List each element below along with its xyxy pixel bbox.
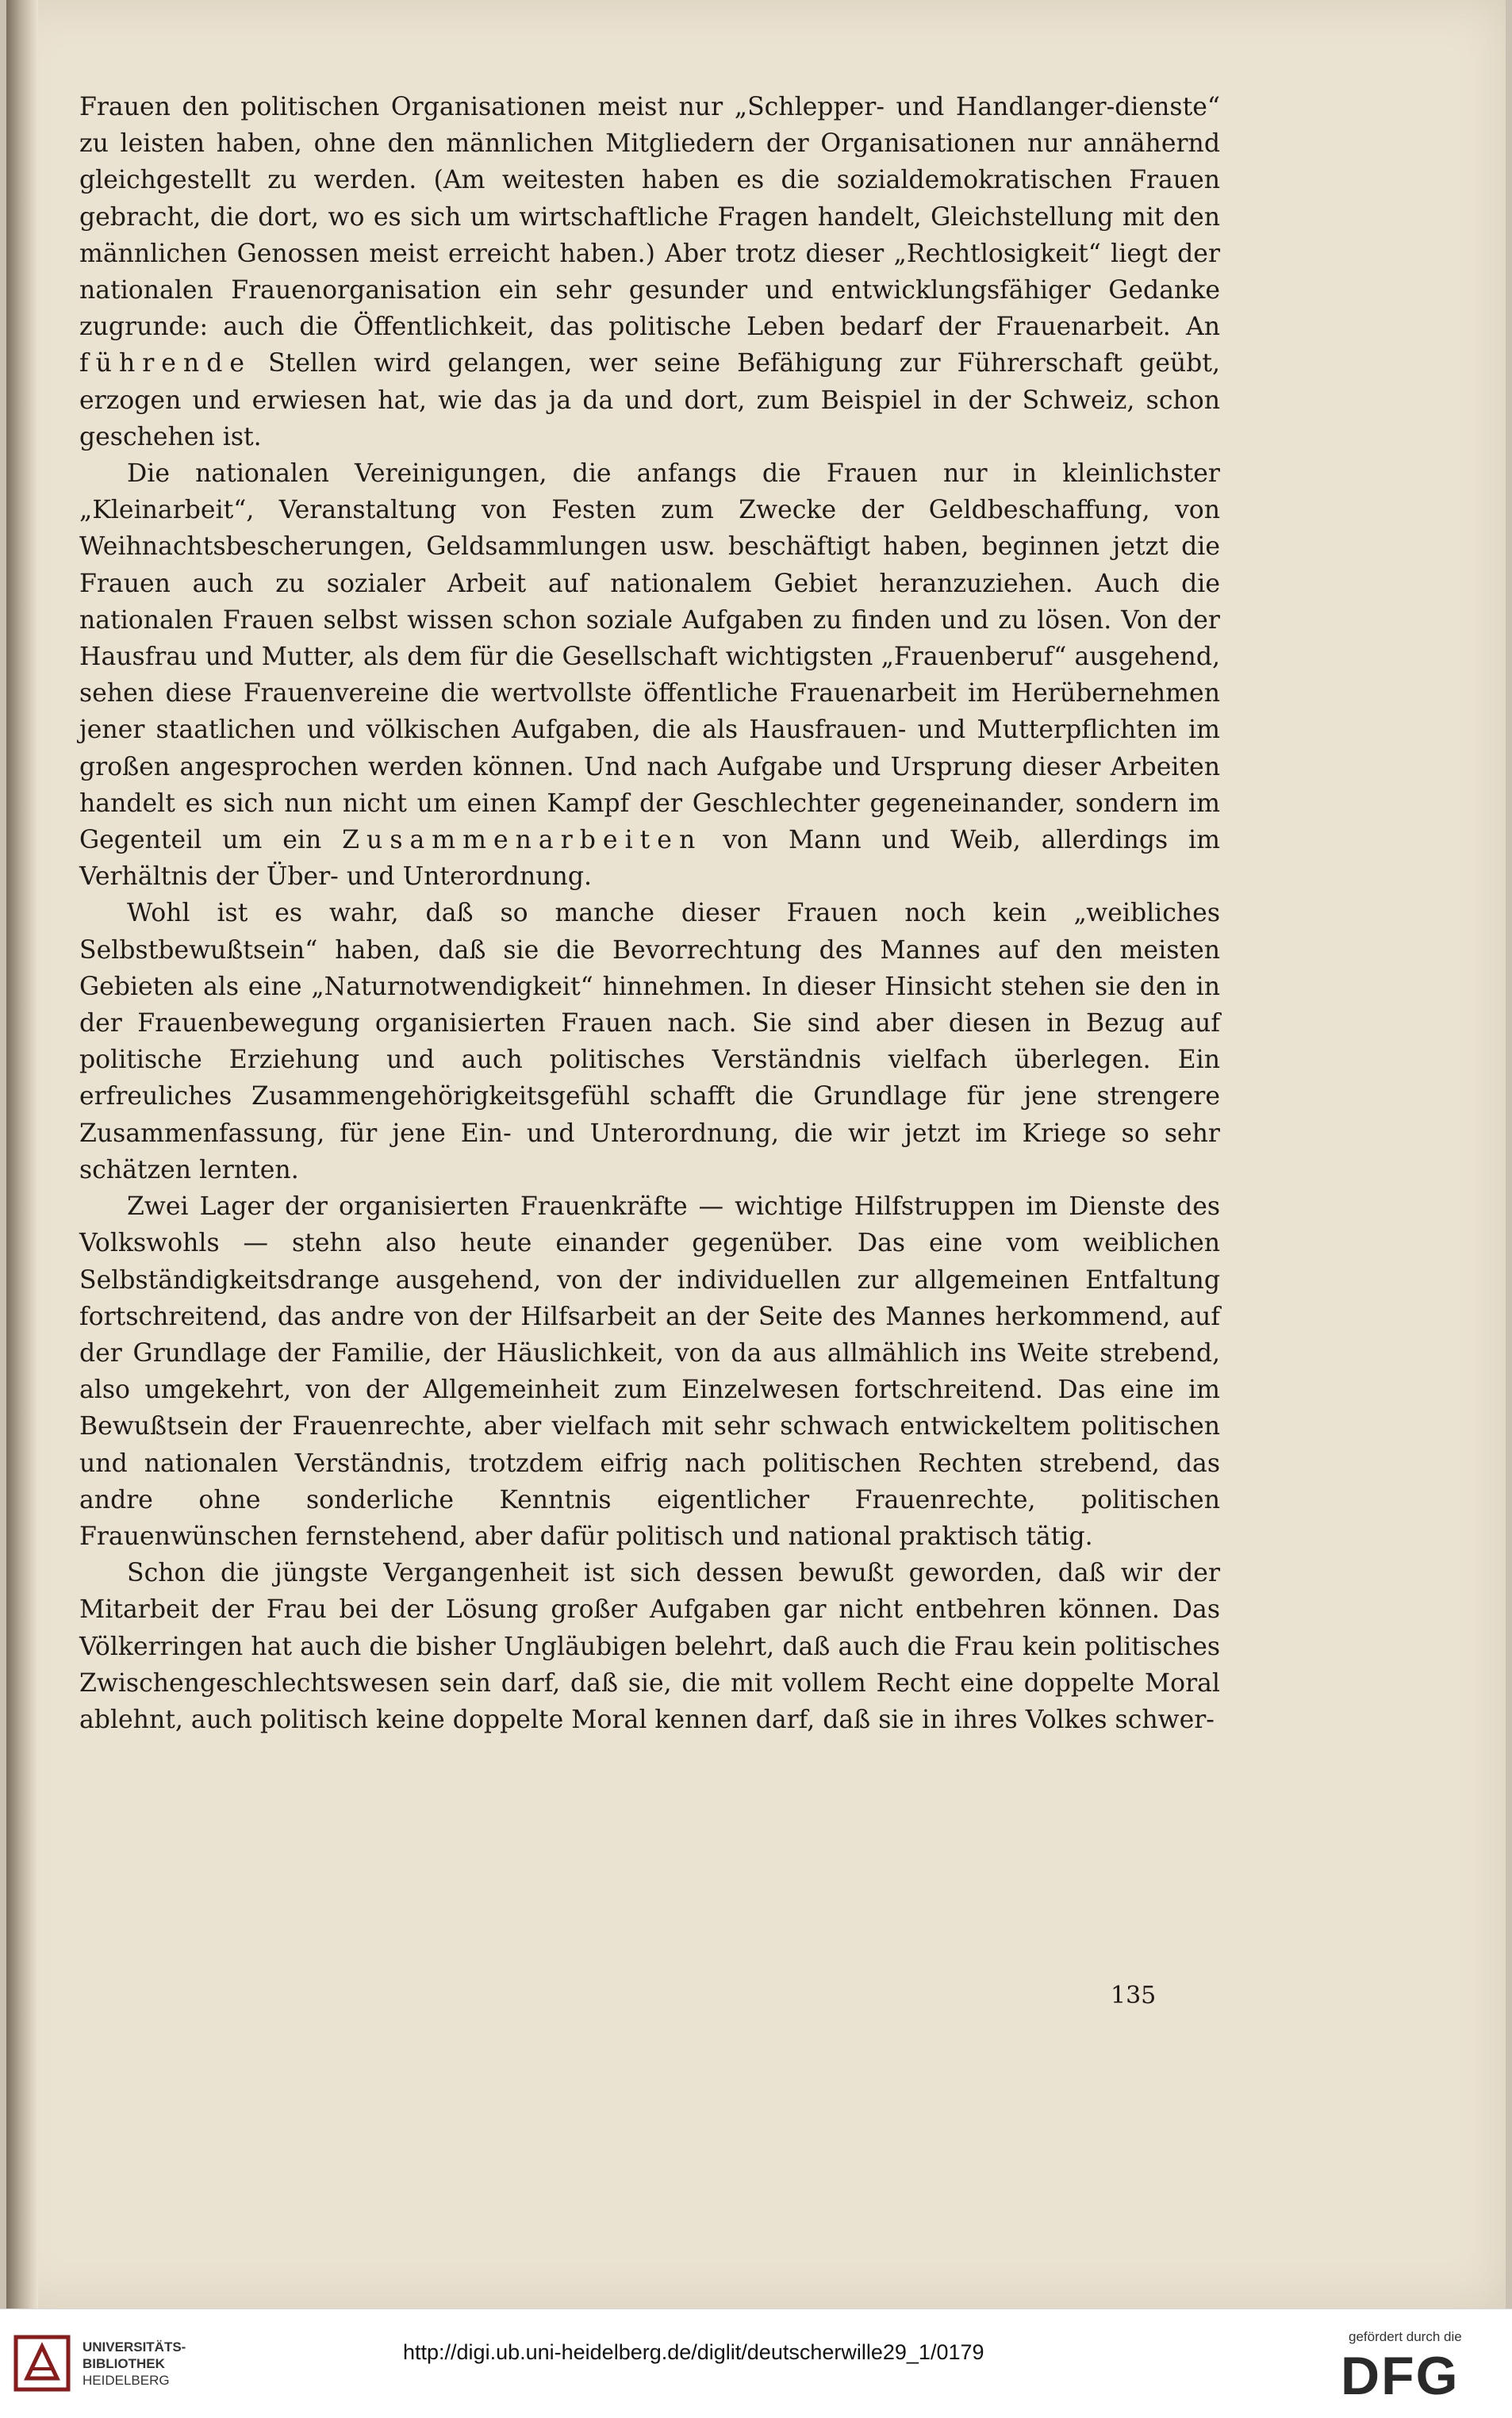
scanned-page bbox=[6, 0, 1506, 2309]
paragraph-text: Die nationalen Vereinigungen, die anfangs die Frauen nur in kleinlichster „Kleinarbeit“, Veranstaltung von Festen zum Zwecke der Geldbeschaffung, von Weihnachtsbescherungen, Geldsammlungen usw. beschäftigt haben, beginnen jetzt die Frauen auch zu sozialer Arbeit auf nationalem Gebiet heranzuziehen. Auch die nationalen Frauen selbst wissen schon soziale Aufgaben zu finden und zu lösen. Von der Hausfrau und Mutter, als dem für die Gesellschaft wichtigsten „Frauenberuf“ ausgehend, sehen diese Frauenvereine die wertvollste öffentliche Frauenarbeit im Herübernehmen jener staatlichen und völkischen Aufgaben, die als Hausfrauen- und Mutterpflichten im großen angesprochen werden können. Und nach Aufgabe und Ursprung dieser Arbeiten handelt es sich nun nicht um einen Kampf der Geschlechter gegeneinander, sondern im Gegenteil um ein bbox=[79, 459, 1220, 855]
permalink-url[interactable]: http://digi.ub.uni-heidelberg.de/diglit/deutscherwille29_1/0179 bbox=[403, 2340, 984, 2364]
institution-line: BIBLIOTHEK bbox=[83, 2356, 165, 2371]
paragraph bbox=[79, 455, 1220, 895]
paragraph bbox=[79, 89, 1220, 455]
paragraph-text-tail: von Mann und Weib, allerdings im Verhältnis der Über- und Unterordnung. bbox=[79, 826, 1220, 892]
book-gutter-shadow bbox=[6, 0, 38, 2309]
page-body-text bbox=[79, 89, 1220, 1738]
paragraph: Wohl ist es wahr, daß so manche dieser Frauen noch kein „weibliches Selbstbewußtsein“ haben, daß sie die Bevorrechtung des Mannes auf den meisten Gebieten als eine „Naturnotwendigkeit“ hinnehmen. In dieser Hinsicht stehen sie den in der Frauenbewegung organisierten Frauen nach. Sie sind aber diesen in Bezug auf politische Erziehung und auch politisches Verständnis vielfach überlegen. Ein erfreuliches Zusammengehörigkeitsgefühl schafft die Grundlage für jene strengere Zusammenfassung, für jene Ein- und Unterordnung, die wir jetzt im Kriege so sehr schätzen lernten. bbox=[79, 899, 1220, 1184]
spaced-emphasis: Zusammenarbeiten bbox=[342, 826, 703, 855]
page-number: 135 bbox=[1111, 1982, 1157, 2009]
paragraph-text: Frauen den politischen Organisationen meist nur „Schlepper- und Handlanger-dienste“ zu leisten haben, ohne den männlichen Mitgliedern der Organisationen nur annähernd gleichgestellt zu werden. (Am weitesten haben es die sozialdemokratischen Frauen gebracht, die dort, wo es sich um wirtschaftliche Fragen handelt, Gleichstellung mit den männlichen Genossen meist erreicht haben.) Aber trotz dieser „Rechtlosigkeit“ liegt der nationalen Frauenorganisation ein sehr gesunder und entwicklungsfähiger Gedanke zugrunde: auch die Öffentlichkeit, das politische Leben bedarf der Frauenarbeit. An bbox=[79, 93, 1220, 342]
sponsor-label: gefördert durch die bbox=[1349, 2329, 1462, 2344]
paragraph: Schon die jüngste Vergangenheit ist sich dessen bewußt geworden, daß wir der Mitarbeit der Frau bei der Lösung großer Aufgaben gar nicht entbehren können. Das Völkerringen hat auch die bisher Ungläubigen belehrt, daß auch die Frau kein politisches Zwischengeschlechtswesen sein darf, daß sie, die mit vollem Recht eine doppelte Moral ablehnt, auch politisch keine doppelte Moral kennen darf, daß sie in ihres Volkes schwer- bbox=[79, 1559, 1220, 1734]
institution-line: UNIVERSITÄTS- bbox=[83, 2339, 186, 2355]
spaced-emphasis: führende bbox=[79, 349, 252, 378]
university-seal-icon bbox=[13, 2334, 71, 2393]
institution-line: HEIDELBERG bbox=[83, 2373, 170, 2388]
paragraph-text-tail: Stellen wird gelangen, wer seine Befähigung zur Führerschaft geübt, erzogen und erwiesen hat, wie das ja da und dort, zum Beispiel in der Schweiz, schon geschehen ist. bbox=[79, 349, 1221, 451]
paragraph: Zwei Lager der organisierten Frauenkräfte — wichtige Hilfstruppen im Dienste des Volkswohls — stehn also heute einander gegenüber. Das eine vom weiblichen Selbständigkeitsdrange ausgehend, von der individuellen zur allgemeinen Entfaltung fortschreitend, das andre von der Hilfsarbeit an der Seite des Mannes herkommend, auf der Grundlage der Familie, der Häuslichkeit, von da aus allmählich ins Weite strebend, also umgekehrt, von der Allgemeinheit zum Einzelwesen fortschreitend. Das eine im Bewußtsein der Frauenrechte, aber vielfach mit sehr schwach entwickeltem politischen und nationalen Verständnis, trotzdem eifrig nach politischen Rechten strebend, das andre ohne sonderliche Kenntnis eigentlicher Frauenrechte, politischen Frauenwünschen fernstehend, aber dafür politisch und national praktisch tätig. bbox=[79, 1192, 1220, 1551]
university-library-name bbox=[83, 2339, 186, 2389]
dfg-logo: DFG bbox=[1341, 2346, 1460, 2406]
